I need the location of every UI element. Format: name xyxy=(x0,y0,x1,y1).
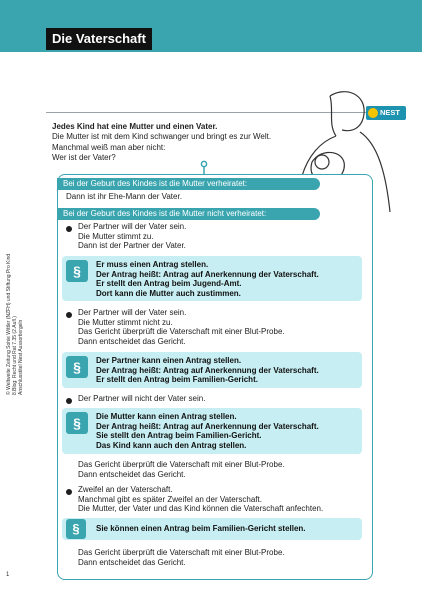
baby-head xyxy=(315,155,329,169)
sun-icon xyxy=(368,108,378,118)
hair-outline xyxy=(330,96,336,136)
paragraph-icon: § xyxy=(66,260,88,282)
nest-logo: NEST xyxy=(366,106,406,120)
bullet xyxy=(66,226,72,232)
info-box-2 xyxy=(62,352,362,388)
info-box-1 xyxy=(62,256,362,301)
paragraph-icon: § xyxy=(66,519,86,539)
case1-text: Der Partner will der Vater sein. Die Mutter stimmt zu. Dann ist der Partner der Vater. xyxy=(78,222,187,251)
married-heading: Bei der Geburt des Kindes ist die Mutter verheiratet: xyxy=(57,178,320,190)
copyright-sidebar: © Weltweite Zeitung Sohie Wittler (NZFH) und Stiftung Pro Kind 8.Blog: Recht und Rat 7.35 (2.Aufl.) Anschlusstitel Nest Aussortiergeln xyxy=(6,253,24,395)
paragraph-icon: § xyxy=(66,412,88,434)
case2-text: Der Partner will der Vater sein. Die Mutter stimmt nicht zu. Das Gericht überprüft die Vaterschaft mit einer Blut-Probe. Dann entscheidet das Gericht. xyxy=(78,308,285,347)
info-box-3-text: Die Mutter kann einen Antrag stellen. Der Antrag heißt: Antrag auf Anerkennung der Vaterschaft. Sie stellt den Antrag beim Familien-Gericht. Das Kind kann auch den Antrag stellen. xyxy=(96,412,319,451)
case3-text: Der Partner will nicht der Vater sein. xyxy=(78,394,206,403)
paragraph-icon: § xyxy=(66,356,88,378)
intro-text: Jedes Kind hat eine Mutter und einen Vater. Die Mutter ist mit dem Kind schwanger und bringt es zur Welt. Manchmal weiß man aber nicht: Wer ist der Vater? xyxy=(52,122,272,163)
case3-after-text: Das Gericht überprüft die Vaterschaft mit einer Blut-Probe. Dann entscheidet das Gericht. xyxy=(78,460,285,479)
case4-text: Zweifel an der Vaterschaft. Manchmal gibt es später Zweifel an der Vaterschaft. Die Mutter, der Vater und das Kind können die Vaterschaft anfechten. xyxy=(78,485,324,514)
bullet xyxy=(66,398,72,404)
info-box-4 xyxy=(62,518,362,540)
info-box-1-text: Er muss einen Antrag stellen. Der Antrag heißt: Antrag auf Anerkennung der Vaterschaft. Er stellt den Antrag beim Jugend-Amt. Dort kann die Mutter auch zustimmen. xyxy=(96,260,319,299)
head-outline xyxy=(330,92,364,131)
married-text: Dann ist ihr Ehe-Mann der Vater. xyxy=(66,192,182,201)
page-number: 1 xyxy=(6,572,10,578)
bullet xyxy=(66,312,72,318)
page-title: Die Vaterschaft xyxy=(46,28,152,50)
info-box-2-text: Der Partner kann einen Antrag stellen. Der Antrag heißt: Antrag auf Anerkennung der Vaterschaft. Er stellt den Antrag beim Familien-Gericht. xyxy=(96,356,319,385)
unmarried-heading: Bei der Geburt des Kindes ist die Mutter nicht verheiratet: xyxy=(57,208,320,220)
info-box-3 xyxy=(62,408,362,454)
bullet xyxy=(66,489,72,495)
info-box-4-text: Sie können einen Antrag beim Familien-Gericht stellen. xyxy=(96,524,306,533)
case4-after-text: Das Gericht überprüft die Vaterschaft mit einer Blut-Probe. Dann entscheidet das Gericht. xyxy=(78,548,285,567)
